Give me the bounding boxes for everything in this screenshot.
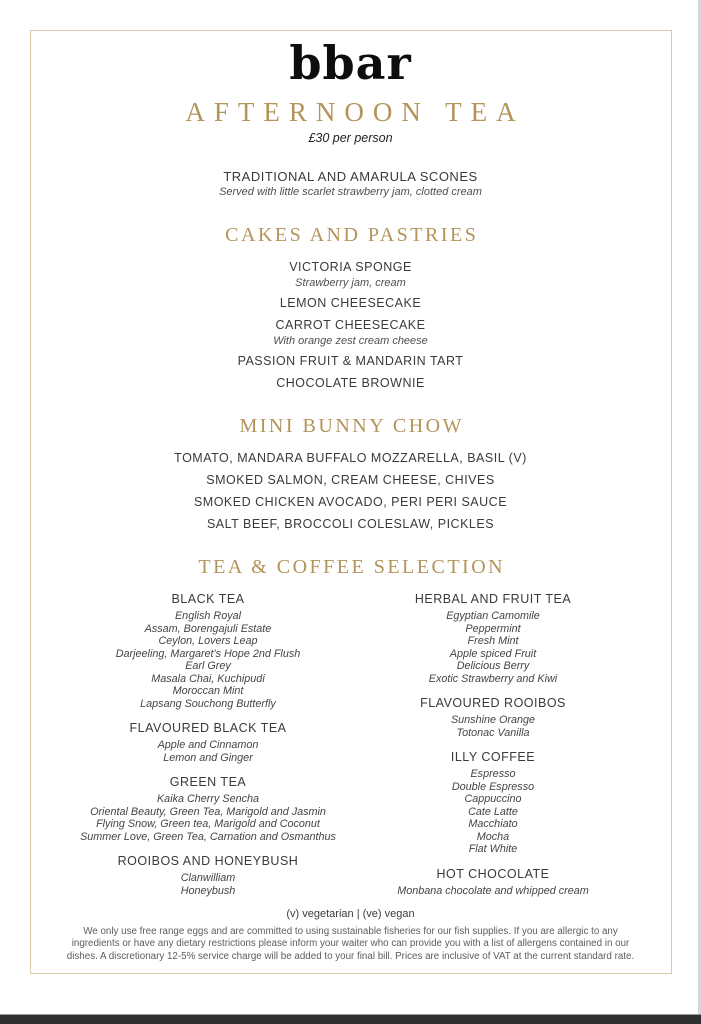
drink-group-illy-coffee — [351, 750, 636, 856]
drink-line: Summer Love, Green Tea, Carnation and Osmanthus — [80, 830, 336, 843]
drink-line: Moroccan Mint — [172, 685, 244, 697]
intro-item — [0, 169, 701, 198]
drink-group-title: FLAVOURED BLACK TEA — [129, 721, 287, 735]
drink-line: Monbana chocolate and whipped cream — [397, 884, 589, 897]
section-heading-bunny-chow: MINI BUNNY CHOW — [239, 415, 465, 437]
drink-group-title: HERBAL AND FRUIT TEA — [414, 592, 572, 606]
drink-line: Cappuccino — [464, 793, 522, 805]
intro-item-desc: Served with little scarlet strawberry jam, clotted cream — [219, 186, 482, 198]
drink-line: Clanwilliam — [180, 872, 236, 884]
drink-line: Apple and Cinnamon — [157, 739, 259, 751]
drink-line: English Royal — [174, 610, 241, 622]
menu-item-name: PASSION FRUIT & MANDARIN TART — [237, 354, 464, 368]
drink-line: Cate Latte — [468, 805, 518, 818]
drink-line: Fresh Mint — [467, 635, 519, 647]
menu-item — [0, 296, 701, 311]
drink-group-hot-chocolate — [351, 867, 636, 898]
drink-group-black-tea — [66, 592, 351, 710]
drink-line: Lemon and Ginger — [163, 751, 253, 764]
menu-item-name: SALT BEEF, BROCCOLI COLESLAW, PICKLES — [206, 517, 495, 531]
menu-item — [0, 495, 701, 510]
section-heading-tea-coffee: TEA & COFFEE SELECTION — [198, 556, 506, 578]
menu-item — [0, 376, 701, 391]
intro-item-name: TRADITIONAL AND AMARULA SCONES — [223, 169, 478, 184]
drink-line: Apple spiced Fruit — [449, 647, 537, 660]
menu-item-name: SMOKED CHICKEN AVOCADO, PERI PERI SAUCE — [193, 495, 508, 509]
menu-price: £30 per person — [308, 131, 393, 145]
drink-group-title: ROOIBOS AND HONEYBUSH — [117, 854, 299, 868]
menu-item-desc: Strawberry jam, cream — [295, 277, 406, 289]
drink-line: Darjeeling, Margaret's Hope 2nd Flush — [115, 647, 301, 660]
menu-item-name: TOMATO, MANDARA BUFFALO MOZZARELLA, BASIL (V) — [174, 451, 527, 465]
drink-line: Kaika Cherry Sencha — [156, 793, 260, 805]
menu-footer — [0, 908, 701, 964]
drink-line: Exotic Strawberry and Kiwi — [428, 672, 558, 685]
drink-group-rooibos-honeybush — [66, 854, 351, 897]
menu-item — [0, 451, 701, 466]
cakes-item-list — [0, 260, 701, 391]
drink-group-title: GREEN TEA — [169, 775, 247, 789]
drink-line: Totonac Vanilla — [456, 726, 530, 739]
drinks-columns — [66, 592, 636, 908]
drink-line: Mocha — [476, 830, 510, 843]
dietary-legend: (v) vegetarian | (ve) vegan — [286, 907, 415, 920]
drink-line: Earl Grey — [185, 660, 231, 672]
menu-item-name: CARROT CHEESECAKE — [275, 318, 426, 332]
restaurant-logo: bbar — [289, 36, 412, 90]
drink-group-title: ILLY COFFEE — [450, 750, 536, 764]
menu-item-name: VICTORIA SPONGE — [289, 260, 412, 274]
drink-group-title: HOT CHOCOLATE — [436, 866, 550, 881]
drink-line: Double Espresso — [451, 780, 535, 793]
menu-item-name: CHOCOLATE BROWNIE — [276, 376, 425, 390]
menu-item — [0, 354, 701, 369]
menu-title: AFTERNOON TEA — [185, 97, 525, 127]
drinks-column-left — [66, 592, 351, 908]
drink-line: Masala Chai, Kuchipudi — [151, 672, 265, 685]
drink-line: Lapsang Souchong Butterfly — [140, 697, 276, 710]
menu-item-name: SMOKED SALMON, CREAM CHEESE, CHIVES — [206, 473, 495, 487]
drink-line: Honeybush — [180, 884, 236, 897]
drink-line: Macchiato — [468, 818, 518, 830]
drink-line: Flat White — [468, 843, 518, 855]
drinks-column-right — [351, 592, 636, 908]
drink-group-flavoured-rooibos — [351, 696, 636, 739]
menu-item — [0, 260, 701, 289]
drink-line: Oriental Beauty, Green Tea, Marigold and Jasmin — [90, 805, 326, 818]
drink-line: Espresso — [470, 768, 516, 780]
menu-item — [0, 517, 701, 532]
page-edge-bottom — [0, 1014, 701, 1024]
drink-line: Sunshine Orange — [450, 714, 536, 726]
fine-print: We only use free range eggs and are committed to using sustainable fisheries for our fish supplies. If you are allergic to any ingredients or have any dietary restrictions please inform your waiter who can provide you with a list of allergens contained in our dishes. A discretionary 12-5% service charge will be added to your final bill. Prices are inclusive of VAT at the current standard rate. — [66, 925, 635, 963]
drink-line: Delicious Berry — [456, 660, 530, 672]
menu-item — [0, 473, 701, 488]
drink-line: Assam, Borengajuli Estate — [144, 622, 272, 635]
menu-item-desc: With orange zest cream cheese — [273, 335, 428, 347]
drink-line: Egyptian Camomile — [446, 610, 540, 622]
drink-group-title: BLACK TEA — [171, 592, 245, 606]
drink-line: Peppermint — [465, 622, 521, 635]
section-heading-cakes: CAKES AND PASTRIES — [225, 224, 479, 246]
bunny-chow-item-list — [0, 451, 701, 532]
drink-group-green-tea — [66, 775, 351, 843]
drink-line: Ceylon, Lovers Leap — [158, 635, 258, 647]
menu-item-name: LEMON CHEESECAKE — [279, 296, 422, 310]
drink-group-herbal-fruit-tea — [351, 592, 636, 685]
drink-group-title: FLAVOURED ROOIBOS — [420, 696, 566, 710]
drink-group-flavoured-black-tea — [66, 721, 351, 764]
menu-item — [0, 318, 701, 347]
drink-line: Flying Snow, Green tea, Marigold and Coconut — [96, 818, 320, 830]
